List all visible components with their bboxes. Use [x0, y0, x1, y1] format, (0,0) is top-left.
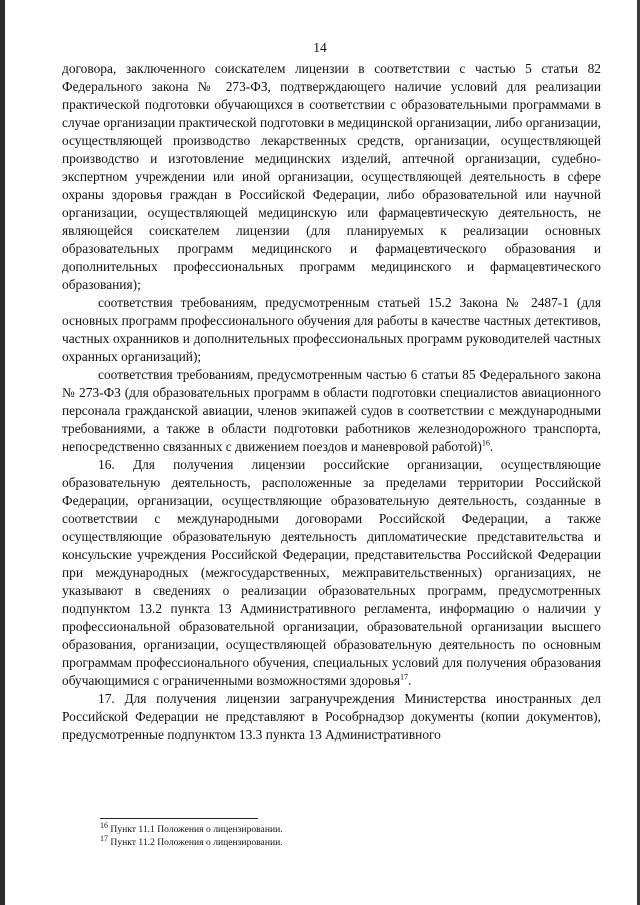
footnotes — [100, 820, 580, 849]
footnote-number: 17 — [100, 833, 108, 843]
footnote-16 — [100, 820, 580, 836]
page-number: 14 — [313, 40, 327, 55]
paragraph-text: договора, заключенного соискателем лицензии в соответствии с частью 5 статьи 82 Федерального закона № 273-ФЗ, подтверждающего наличие условий для реализации практической подготовки обучающихся в соответствии с образовательными программами в случае организации практической подготовки в медицинской организации, либо организации, осуществляющей производство лекарственных средств, организации, осуществляющей производство и изготовление медицинских изделий, аптечной организации, судебно-экспертном учреждении или иной организации, осуществляющей деятельность в сфере охраны здоровья граждан в Российской Федерации, либо образовательной или научной организации, осуществляющей медицинскую или фармацевтическую деятельность, не являющейся соискателем лицензии (для планируемых к реализации основных образовательных программ медицинского и фармацевтического образования и дополнительных профессиональных программ медицинского и фармацевтического образования); — [62, 61, 601, 292]
paragraph-requirements-85 — [62, 366, 601, 456]
footnote-text: Пункт 11.2 Положения о лицензировании. — [108, 837, 283, 848]
scan-edge-left — [0, 0, 5, 905]
paragraph-text: соответствия требованиям, предусмотренным статьей 15.2 Закона № 2487-1 (для основных программ профессионального обучения для работы в качестве частных детективов, частных охранников и дополнительных профессиональных программ руководителей частных охранных организаций); — [62, 295, 601, 364]
paragraph-text: 17. Для получения лицензии загранучреждения Министерства иностранных дел Российской Федерации не представляют в Рособрнадзор документы (копии документов), предусмотренные подпунктом 13.3 пункта 13 Административного — [62, 691, 601, 742]
paragraph-text: соответствия требованиям, предусмотренным частью 6 статьи 85 Федерального закона № 273-ФЗ (для образовательных программ в области подготовки специалистов авиационного персонала гражданской авиации, членов экипажей судов в соответствии с международными требованиями, а также в области подготовки работников железнодорожного транспорта, непосредственно связанных с движением поездов и маневровой работой) — [62, 367, 601, 454]
footnote-divider — [100, 818, 258, 819]
footnote-17 — [100, 833, 580, 849]
paragraph-contract-continuation — [62, 60, 601, 294]
paragraph-item-16 — [62, 456, 601, 690]
paragraph-tail: . — [489, 439, 494, 454]
body-text — [62, 60, 601, 744]
paragraph-text: 16. Для получения лицензии российские организации, осуществляющие образовательную деятельность, расположенные за пределами территории Российской Федерации, организации, осуществляющие образовательную деятельность, созданные в соответствии с международными договорами Российской Федерации, а также осуществляющие образовательную деятельность дипломатические представительства и консульские учреждения Российской Федерации, представительства Российской Федерации при международных (межгосударственных, межправительственных) организациях, не указывают в сведениях о реализации образовательных программ, предусмотренных подпунктом 13.2 пункта 13 Административного регламента, информацию о наличии у профессиональной образовательной организации, образовательной организации высшего образования, организации, осуществляющей образовательную деятельность по основным программам профессионального обучения, специальных условий для получения образования обучающимися с ограниченными возможностями здоровья — [62, 457, 601, 688]
footnote-ref-17[interactable]: 17 — [400, 672, 408, 682]
footnote-text: Пункт 11.1 Положения о лицензировании. — [108, 824, 283, 835]
paragraph-requirements-15-2 — [62, 294, 601, 366]
footnote-number: 16 — [100, 820, 108, 830]
paragraph-tail: . — [408, 673, 412, 688]
footnote-ref-16[interactable]: 16 — [481, 438, 490, 448]
paragraph-item-17 — [62, 690, 601, 744]
